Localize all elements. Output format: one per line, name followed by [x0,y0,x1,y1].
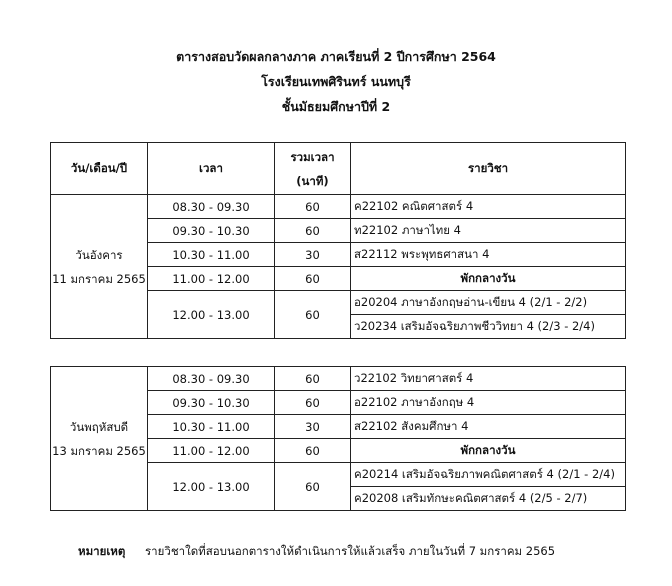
exam-schedule-table-day2 [50,366,626,511]
subject-column-header: รายวิชา [351,143,626,195]
time-cell: 08.30 - 09.30 [148,367,275,391]
time-column-header: เวลา [148,143,275,195]
subject-cell: ท22102 ภาษาไทย 4 [351,219,626,243]
minutes-cell: 60 [275,219,351,243]
minutes-cell: 30 [275,243,351,267]
subject-cell: ว22102 วิทยาศาสตร์ 4 [351,367,626,391]
minutes-cell: 60 [275,291,351,339]
day-name: วันอังคาร [75,247,123,262]
minutes-cell: 60 [275,463,351,511]
date-cell [51,367,148,511]
minutes-cell: 60 [275,439,351,463]
time-cell: 10.30 - 11.00 [148,415,275,439]
time-cell: 12.00 - 13.00 [148,463,275,511]
total-header-line2: (นาที) [296,173,329,188]
subject-cell: ค22102 คณิตศาสตร์ 4 [351,195,626,219]
time-cell: 09.30 - 10.30 [148,391,275,415]
subject-cell: ค20208 เสริมทักษะคณิตศาสตร์ 4 (2/5 - 2/7) [351,487,626,511]
footnote [78,543,555,561]
time-cell: 11.00 - 12.00 [148,439,275,463]
table-row [51,367,626,391]
document-title: ตารางสอบวัดผลกลางภาค ภาคเรียนที่ 2 ปีการศึกษา 2564 [176,49,496,64]
header-row [51,143,626,195]
subject-cell: ว20234 เสริมอัจฉริยภาพชีววิทยา 4 (2/3 - 2/4) [351,315,626,339]
footnote-label: หมายเหตุ [78,544,126,558]
minutes-cell: 60 [275,367,351,391]
time-cell: 10.30 - 11.00 [148,243,275,267]
subject-cell: ส22112 พระพุทธศาสนา 4 [351,243,626,267]
lunch-break-label: พักกลางวัน [351,267,626,291]
grade-level: ชั้นมัธยมศึกษาปีที่ 2 [281,99,391,114]
minutes-cell: 30 [275,415,351,439]
time-cell: 12.00 - 13.00 [148,291,275,339]
total-minutes-column-header [275,143,351,195]
school-name: โรงเรียนเทพศิรินทร์ นนทบุรี [261,74,411,89]
time-cell: 09.30 - 10.30 [148,219,275,243]
subject-cell: ค20214 เสริมอัจฉริยภาพคณิตศาสตร์ 4 (2/1 - 2/4) [351,463,626,487]
footnote-text: รายวิชาใดที่สอบนอกตารางให้ดำเนินการให้แล้วเสร็จ ภายในวันที่ 7 มกราคม 2565 [145,544,556,558]
lunch-break-label: พักกลางวัน [351,439,626,463]
exam-date: 13 มกราคม 2565 [52,443,146,458]
table-row [51,195,626,219]
minutes-cell: 60 [275,267,351,291]
minutes-cell: 60 [275,195,351,219]
time-cell: 11.00 - 12.00 [148,267,275,291]
total-header-line1: รวมเวลา [290,149,335,164]
subject-cell: อ22102 ภาษาอังกฤษ 4 [351,391,626,415]
subject-cell: ส22102 สังคมศึกษา 4 [351,415,626,439]
date-cell [51,195,148,339]
minutes-cell: 60 [275,391,351,415]
subject-cell: อ20204 ภาษาอังกฤษอ่าน-เขียน 4 (2/1 - 2/2) [351,291,626,315]
date-column-header: วัน/เดือน/ปี [51,143,148,195]
exam-date: 11 มกราคม 2565 [52,271,146,286]
day-name: วันพฤหัสบดี [69,419,129,434]
time-cell: 08.30 - 09.30 [148,195,275,219]
exam-schedule-table-day1 [50,142,626,339]
